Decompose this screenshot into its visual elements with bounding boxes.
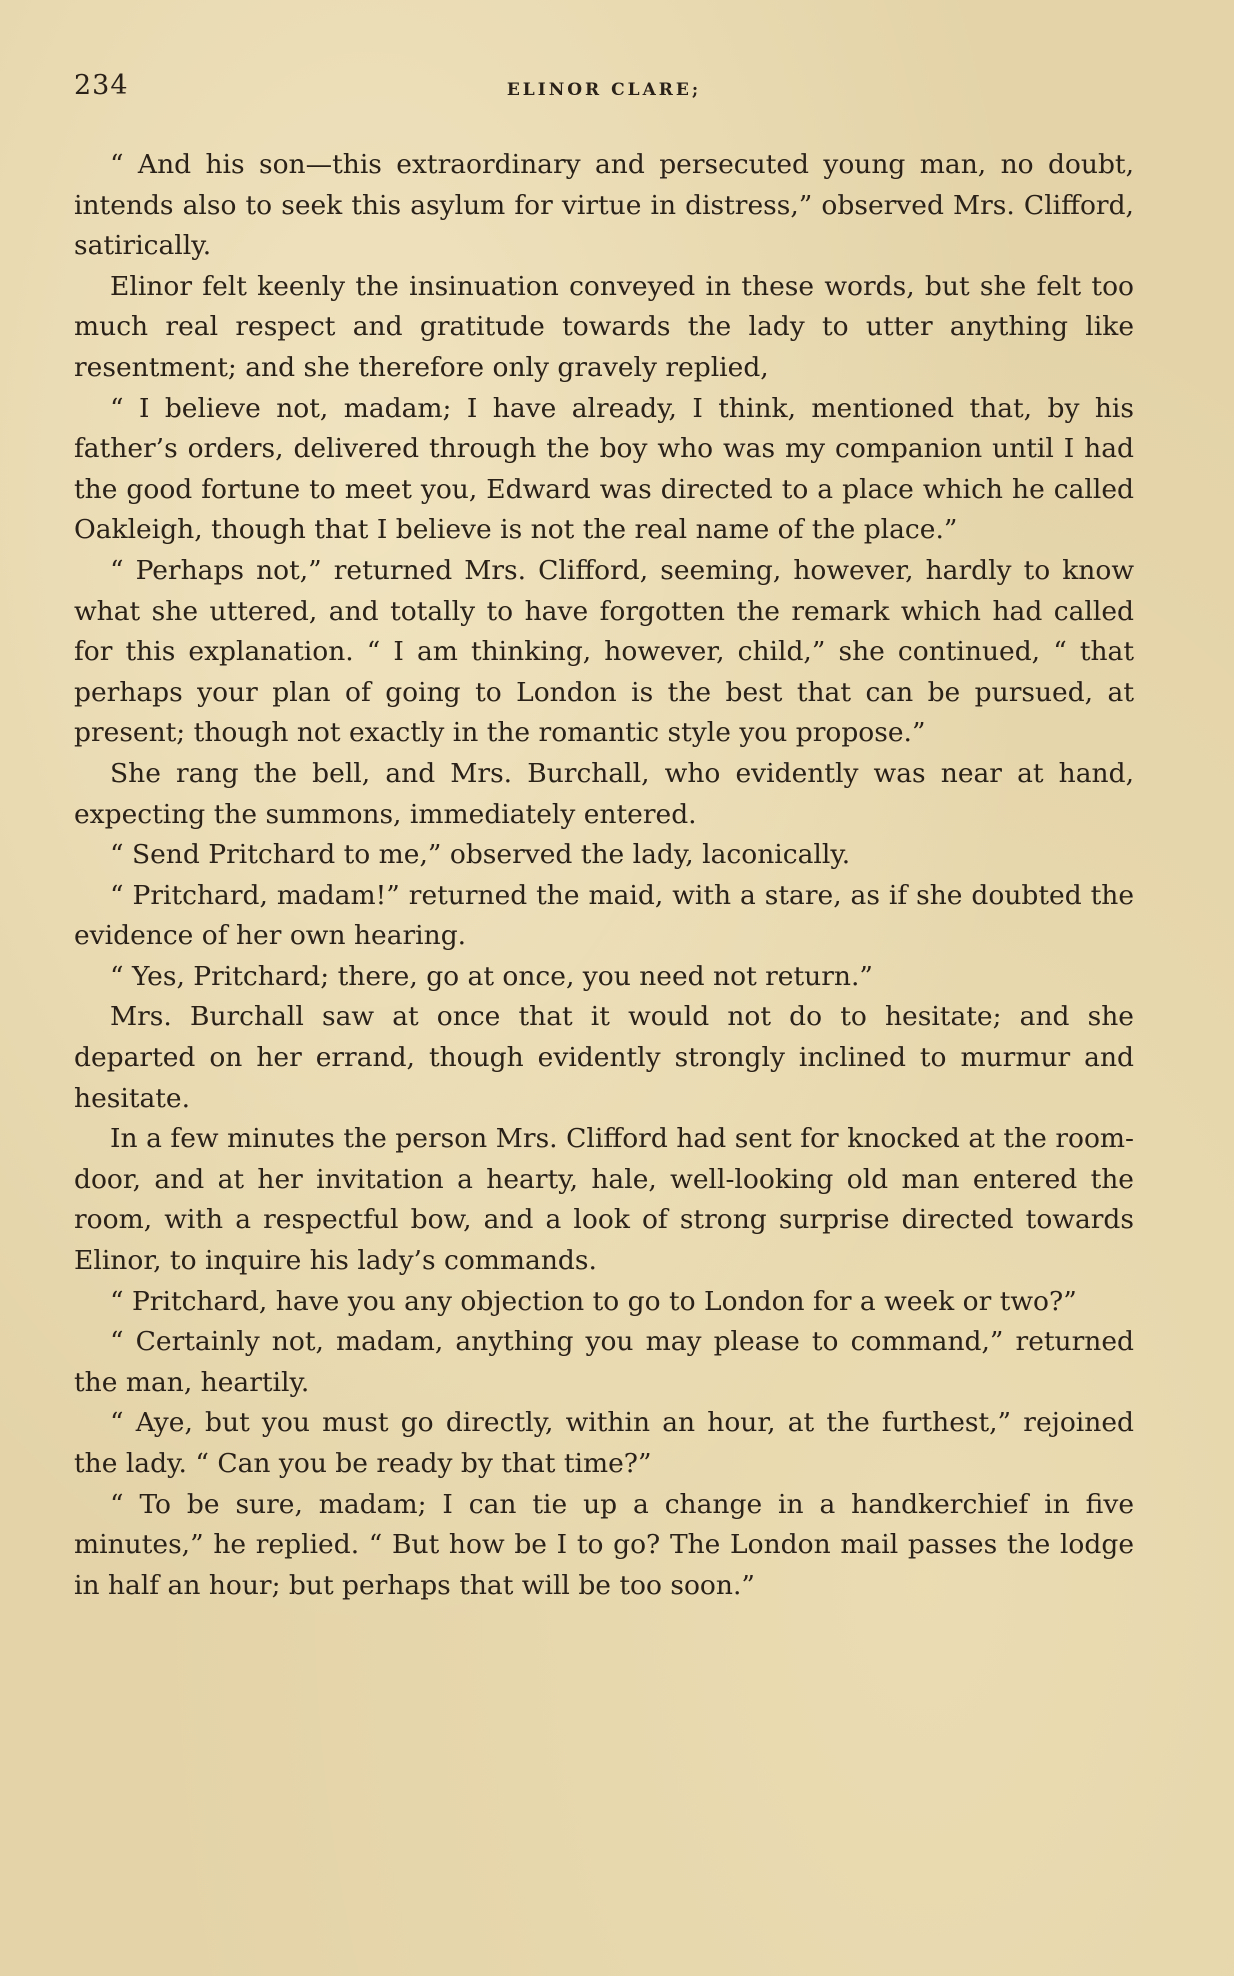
page-header [74, 70, 1134, 116]
paragraph: Mrs. Burchall saw at once that it would not do to hesitate; and she departed on her errand, though evidently strongly inclined to murmur and hesitate. [74, 1001, 1134, 1114]
paragraph: “ Aye, but you must go directly, within an hour, at the furthest,” rejoined the lady. “ Can you be ready by that time?” [74, 1407, 1134, 1479]
paragraph: She rang the bell, and Mrs. Burchall, who evidently was near at hand, expecting the summons, immediately entered. [74, 757, 1134, 830]
paragraph: “ To be sure, madam; I can tie up a change in a handkerchief in five minutes,” he replied. “ But how be I to go? The London mail passes the lodge in half an hour; but perhaps that will be too soon.” [74, 1488, 1134, 1601]
running-head: ELINOR CLARE; [506, 80, 702, 100]
paragraph: In a few minutes the person Mrs. Clifford had sent for knocked at the room-door, and at her invitation a hearty, hale, well-looking old man entered the room, with a respectful bow, and a look of strong surprise directed towards Elinor, to inquire his lady’s commands. [74, 1123, 1134, 1277]
paragraph: “ And his son—this extraordinary and persecuted young man, no doubt, intends also to seek this asylum for virtue in distress,” observed Mrs. Clifford, satirically. [74, 149, 1134, 262]
paragraph: “ Yes, Pritchard; there, go at once, you need not return.” [110, 960, 873, 992]
paragraph: “ Pritchard, madam!” returned the maid, with a stare, as if she doubted the evidence of her own hearing. [74, 879, 1134, 952]
paragraph: Elinor felt keenly the insinuation conveyed in these words, but she felt too much real respect and gratitude towards the lady to utter anything like resentment; and she therefore only gravely replied, [74, 270, 1134, 383]
page-number: 234 [74, 70, 129, 101]
paragraph: “ Certainly not, madam, anything you may please to command,” returned the man, heartily. [74, 1326, 1134, 1398]
paragraph: “ Pritchard, have you any objection to go to London for a week or two?” [110, 1285, 1077, 1317]
paragraph: “ Send Pritchard to me,” observed the lady, laconically. [110, 839, 851, 871]
paragraph: “ I believe not, madam; I have already, I think, mentioned that, by his father’s orders, delivered through the boy who was my companion until I had the good fortune to meet you, Edward was directed to a place which he called Oakleigh, though that I believe is not the real name of the place.” [74, 392, 1134, 546]
paragraph: “ Perhaps not,” returned Mrs. Clifford, seeming, however, hardly to know what she uttered, and totally to have forgotten the remark which had called for this explanation. “ I am thinking, however, child,” she continued, “ that perhaps your plan of going to London is the best that can be pursued, at present; though not exactly in the romantic style you propose.” [74, 554, 1134, 749]
body-text [74, 145, 1134, 1606]
